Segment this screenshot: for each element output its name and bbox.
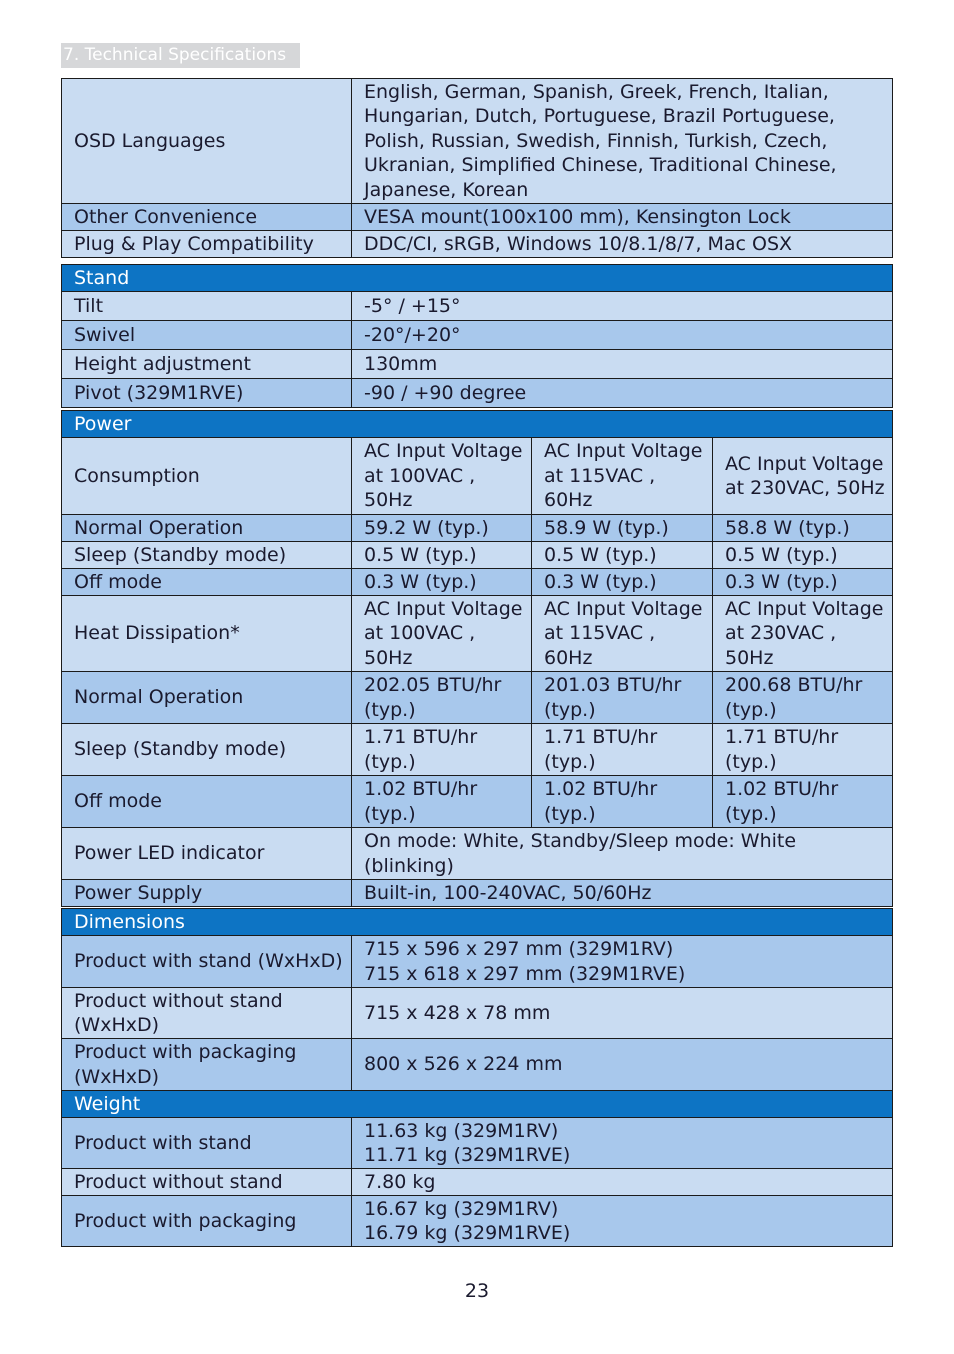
spec-row-off-mode-heat — [62, 776, 893, 828]
stand-spec-table — [61, 264, 893, 408]
section-header-power — [62, 411, 893, 438]
misc-spec-table — [61, 78, 893, 258]
spec-label: Sleep (Standby mode) — [62, 542, 352, 569]
spec-value: 200.68 BTU/hr (typ.) — [713, 672, 893, 724]
spec-label: Product without stand — [62, 1169, 352, 1196]
dimensions-weight-table — [61, 908, 893, 1247]
spec-value: 1.02 BTU/hr (typ.) — [713, 776, 893, 828]
spec-row-swivel — [62, 321, 893, 350]
spec-label: Normal Operation — [62, 515, 352, 542]
spec-row-pivot — [62, 379, 893, 408]
spec-value: 201.03 BTU/hr (typ.) — [532, 672, 713, 724]
spec-value: 715 x 596 x 297 mm (329M1RV) 715 x 618 x 297 mm (329M1RVE) — [352, 936, 893, 988]
spec-label: Height adjustment — [62, 350, 352, 379]
spec-row-sleep-heat — [62, 724, 893, 776]
section-header-label: Power — [62, 411, 893, 438]
spec-value: AC Input Voltage at 100VAC , 50Hz — [352, 438, 532, 515]
spec-value: 58.9 W (typ.) — [532, 515, 713, 542]
spec-value: 7.80 kg — [352, 1169, 893, 1196]
spec-label: Off mode — [62, 569, 352, 596]
spec-value: 0.3 W (typ.) — [713, 569, 893, 596]
spec-label: Product without stand (WxHxD) — [62, 988, 352, 1039]
spec-value: 0.3 W (typ.) — [352, 569, 532, 596]
spec-label: Product with packaging — [62, 1196, 352, 1247]
section-header-dimensions — [62, 909, 893, 936]
section-title-tab: 7. Technical Specifications — [61, 43, 300, 68]
spec-label: Off mode — [62, 776, 352, 828]
spec-label: Sleep (Standby mode) — [62, 724, 352, 776]
spec-value: 16.67 kg (329M1RV) 16.79 kg (329M1RVE) — [352, 1196, 893, 1247]
spec-label: Other Convenience — [62, 204, 352, 231]
spec-value: 1.02 BTU/hr (typ.) — [532, 776, 713, 828]
spec-label: Swivel — [62, 321, 352, 350]
spec-row-dim-with-stand — [62, 936, 893, 988]
section-header-stand — [62, 265, 893, 292]
spec-row-plug-play — [62, 231, 893, 258]
spec-row-off-mode-power — [62, 569, 893, 596]
power-spec-table — [61, 410, 893, 907]
spec-row-height-adjustment — [62, 350, 893, 379]
spec-label: Power Supply — [62, 880, 352, 907]
spec-value: 202.05 BTU/hr (typ.) — [352, 672, 532, 724]
spec-label: Product with stand (WxHxD) — [62, 936, 352, 988]
section-header-label: Weight — [62, 1091, 893, 1118]
spec-value: -20°/+20° — [352, 321, 893, 350]
spec-value: AC Input Voltage at 115VAC , 60Hz — [532, 596, 713, 672]
spec-value: English, German, Spanish, Greek, French, Italian, Hungarian, Dutch, Portuguese, Brazil Portuguese, Polish, Russian, Swedish, Finnish, Turkish, Czech, Ukranian, Simplified Chinese, Traditional Chinese, Japanese, Korean — [352, 79, 893, 204]
spec-value: 0.3 W (typ.) — [532, 569, 713, 596]
spec-row-osd — [62, 79, 893, 204]
spec-label: Plug & Play Compatibility — [62, 231, 352, 258]
spec-row-consumption — [62, 438, 893, 515]
spec-row-heat-dissipation — [62, 596, 893, 672]
spec-label: OSD Languages — [62, 79, 352, 204]
spec-row-normal-operation-heat — [62, 672, 893, 724]
spec-label: Product with stand — [62, 1118, 352, 1169]
spec-value: 715 x 428 x 78 mm — [352, 988, 893, 1039]
spec-value: VESA mount(100x100 mm), Kensington Lock — [352, 204, 893, 231]
section-header-label: Dimensions — [62, 909, 893, 936]
spec-row-power-supply — [62, 880, 893, 907]
spec-row-tilt — [62, 292, 893, 321]
spec-value: 1.71 BTU/hr (typ.) — [352, 724, 532, 776]
spec-value: -5° / +15° — [352, 292, 893, 321]
spec-row-normal-operation-power — [62, 515, 893, 542]
spec-label: Power LED indicator — [62, 828, 352, 880]
spec-value: 1.71 BTU/hr (typ.) — [713, 724, 893, 776]
spec-value: 800 x 526 x 224 mm — [352, 1039, 893, 1091]
spec-value: 130mm — [352, 350, 893, 379]
spec-row-dim-without-stand — [62, 988, 893, 1039]
spec-label: Heat Dissipation* — [62, 596, 352, 672]
section-header-label: Stand — [62, 265, 893, 292]
spec-value: 0.5 W (typ.) — [352, 542, 532, 569]
spec-row-weight-with-packaging — [62, 1196, 893, 1247]
spec-value: 1.71 BTU/hr (typ.) — [532, 724, 713, 776]
spec-value: Built-in, 100-240VAC, 50/60Hz — [352, 880, 893, 907]
spec-value: AC Input Voltage at 230VAC , 50Hz — [713, 596, 893, 672]
spec-value: AC Input Voltage at 100VAC , 50Hz — [352, 596, 532, 672]
spec-row-weight-without-stand — [62, 1169, 893, 1196]
spec-row-dim-with-packaging — [62, 1039, 893, 1091]
page-number: 23 — [464, 1280, 490, 1302]
spec-row-convenience — [62, 204, 893, 231]
spec-row-power-led — [62, 828, 893, 880]
spec-value: 1.02 BTU/hr (typ.) — [352, 776, 532, 828]
spec-value: 0.5 W (typ.) — [713, 542, 893, 569]
spec-value: 11.63 kg (329M1RV) 11.71 kg (329M1RVE) — [352, 1118, 893, 1169]
spec-value: 58.8 W (typ.) — [713, 515, 893, 542]
spec-value: AC Input Voltage at 230VAC, 50Hz — [713, 438, 893, 515]
spec-value: 59.2 W (typ.) — [352, 515, 532, 542]
spec-value: AC Input Voltage at 115VAC , 60Hz — [532, 438, 713, 515]
spec-label: Consumption — [62, 438, 352, 515]
spec-label: Product with packaging (WxHxD) — [62, 1039, 352, 1091]
spec-value: On mode: White, Standby/Sleep mode: White (blinking) — [352, 828, 893, 880]
spec-label: Normal Operation — [62, 672, 352, 724]
section-header-weight — [62, 1091, 893, 1118]
spec-label: Tilt — [62, 292, 352, 321]
spec-value: DDC/CI, sRGB, Windows 10/8.1/8/7, Mac OSX — [352, 231, 893, 258]
spec-row-sleep-power — [62, 542, 893, 569]
spec-row-weight-with-stand — [62, 1118, 893, 1169]
spec-label: Pivot (329M1RVE) — [62, 379, 352, 408]
spec-value: -90 / +90 degree — [352, 379, 893, 408]
spec-value: 0.5 W (typ.) — [532, 542, 713, 569]
